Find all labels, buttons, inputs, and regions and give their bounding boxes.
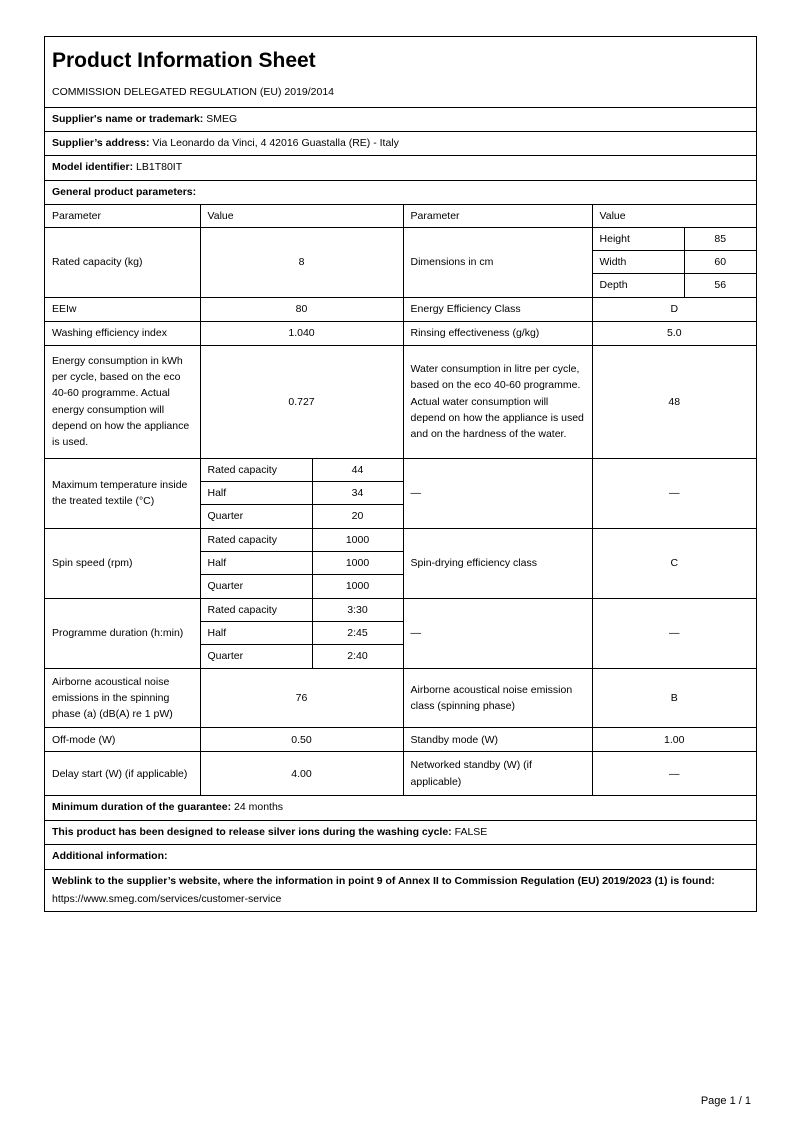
table-row-delay-start — [45, 752, 756, 796]
networked-standby-param: Networked standby (W) (if applicable) — [403, 752, 592, 796]
standby-value: 1.00 — [592, 728, 756, 752]
spin-rated-label: Rated capacity — [200, 528, 312, 551]
max-temp-rated-label: Rated capacity — [200, 458, 312, 481]
max-temp-half-value: 34 — [312, 481, 403, 504]
table-row-weblink — [45, 869, 756, 911]
page-number: Page 1 / 1 — [700, 1095, 751, 1107]
supplier-name-value: SMEG — [206, 113, 238, 126]
duration-quarter-label: Quarter — [200, 644, 312, 668]
additional-info-label: Additional information: — [52, 850, 168, 863]
supplier-address-row — [45, 131, 756, 155]
spin-quarter-value: 1000 — [312, 574, 403, 598]
table-row-noise — [45, 668, 756, 728]
table-row-silver-ions — [45, 820, 756, 845]
energy-class-value: D — [592, 297, 756, 321]
dimension-height-value: 85 — [684, 227, 756, 250]
weblink-label: Weblink to the supplier’s website, where the information in point 9 of Annex II to Commission Regulation (EU) 2019/2023 (1) is found: — [52, 874, 715, 887]
weblink-url[interactable]: https://www.smeg.com/services/customer-service — [52, 892, 282, 905]
delay-start-value: 4.00 — [200, 752, 403, 796]
regulation-subtitle: COMMISSION DELEGATED REGULATION (EU) 2019/2014 — [52, 86, 335, 99]
table-row-additional-info — [45, 845, 756, 870]
eei-param: EEIw — [45, 297, 200, 321]
networked-standby-value: — — [592, 752, 756, 796]
dimension-height-label: Height — [592, 227, 684, 250]
duration-rated-label: Rated capacity — [200, 598, 312, 621]
water-consumption-param: Water consumption in litre per cycle, based on the eco 40-60 programme. Actual water consumption will depend on how the appliance is used and on the hardness of the water. — [403, 345, 592, 458]
page-title: Product Information Sheet — [52, 49, 316, 72]
rinsing-value: 5.0 — [592, 321, 756, 345]
table-row-spin-1 — [45, 528, 756, 551]
spin-half-value: 1000 — [312, 551, 403, 574]
table-row-guarantee — [45, 796, 756, 821]
noise-param: Airborne acoustical noise emissions in the spinning phase (a) (dB(A) re 1 pW) — [45, 668, 200, 728]
table-row-consumption — [45, 345, 756, 458]
parameters-table — [45, 204, 756, 912]
model-identifier-row — [45, 155, 756, 179]
max-temp-quarter-label: Quarter — [200, 504, 312, 528]
spin-rated-value: 1000 — [312, 528, 403, 551]
rated-capacity-value: 8 — [200, 227, 403, 297]
table-row-max-temp-1 — [45, 458, 756, 481]
energy-class-param: Energy Efficiency Class — [403, 297, 592, 321]
duration-half-label: Half — [200, 621, 312, 644]
eei-value: 80 — [200, 297, 403, 321]
table-row-eei — [45, 297, 756, 321]
max-temp-right-param: — — [403, 458, 592, 528]
water-consumption-value: 48 — [592, 345, 756, 458]
dimension-depth-label: Depth — [592, 273, 684, 297]
duration-rated-value: 3:30 — [312, 598, 403, 621]
product-information-sheet — [44, 36, 757, 912]
header-value-left: Value — [200, 204, 403, 227]
spin-speed-param: Spin speed (rpm) — [45, 528, 200, 598]
model-identifier-value: LB1T80IT — [136, 161, 183, 174]
duration-right-param: — — [403, 598, 592, 668]
energy-consumption-value: 0.727 — [200, 345, 403, 458]
dimensions-param: Dimensions in cm — [403, 227, 592, 297]
guarantee-value: 24 months — [234, 801, 284, 814]
header-value-right: Value — [592, 204, 756, 227]
header-parameter-left: Parameter — [45, 204, 200, 227]
off-mode-value: 0.50 — [200, 728, 403, 752]
dimension-depth-value: 56 — [684, 273, 756, 297]
noise-class-value: B — [592, 668, 756, 728]
supplier-name-label: Supplier's name or trademark: — [52, 113, 204, 126]
energy-consumption-param: Energy consumption in kWh per cycle, based on the eco 40-60 programme. Actual energy consumption will depend on how the appliance is used. — [45, 345, 200, 458]
spin-quarter-label: Quarter — [200, 574, 312, 598]
table-row-duration-1 — [45, 598, 756, 621]
table-row-washing-index — [45, 321, 756, 345]
guarantee-label: Minimum duration of the guarantee: — [52, 801, 232, 814]
rated-capacity-param: Rated capacity (kg) — [45, 227, 200, 297]
spin-half-label: Half — [200, 551, 312, 574]
supplier-address-label: Supplier’s address: — [52, 137, 150, 150]
delay-start-param: Delay start (W) (if applicable) — [45, 752, 200, 796]
general-parameters-label: General product parameters: — [52, 185, 197, 198]
duration-half-value: 2:45 — [312, 621, 403, 644]
washing-index-param: Washing efficiency index — [45, 321, 200, 345]
rinsing-param: Rinsing effectiveness (g/kg) — [403, 321, 592, 345]
silver-ions-label: This product has been designed to release silver ions during the washing cycle: — [52, 825, 452, 838]
max-temp-right-value: — — [592, 458, 756, 528]
max-temp-quarter-value: 20 — [312, 504, 403, 528]
supplier-name-row — [45, 107, 756, 131]
washing-index-value: 1.040 — [200, 321, 403, 345]
programme-duration-param: Programme duration (h:min) — [45, 598, 200, 668]
title-block — [45, 37, 756, 107]
max-temp-half-label: Half — [200, 481, 312, 504]
dimension-width-label: Width — [592, 250, 684, 273]
table-header-row — [45, 204, 756, 227]
table-row-offmode — [45, 728, 756, 752]
spin-drying-value: C — [592, 528, 756, 598]
max-temp-rated-value: 44 — [312, 458, 403, 481]
table-row-dimensions-1 — [45, 227, 756, 250]
off-mode-param: Off-mode (W) — [45, 728, 200, 752]
duration-quarter-value: 2:40 — [312, 644, 403, 668]
model-identifier-label: Model identifier: — [52, 161, 134, 174]
header-parameter-right: Parameter — [403, 204, 592, 227]
dimension-width-value: 60 — [684, 250, 756, 273]
noise-value: 76 — [200, 668, 403, 728]
standby-param: Standby mode (W) — [403, 728, 592, 752]
general-parameters-row — [45, 180, 756, 204]
duration-right-value: — — [592, 598, 756, 668]
max-temperature-param: Maximum temperature inside the treated textile (°C) — [45, 458, 200, 528]
supplier-address-value: Via Leonardo da Vinci, 4 42016 Guastalla (RE) - Italy — [152, 137, 399, 150]
spin-drying-param: Spin-drying efficiency class — [403, 528, 592, 598]
noise-class-param: Airborne acoustical noise emission class (spinning phase) — [403, 668, 592, 728]
silver-ions-value: FALSE — [454, 825, 488, 838]
